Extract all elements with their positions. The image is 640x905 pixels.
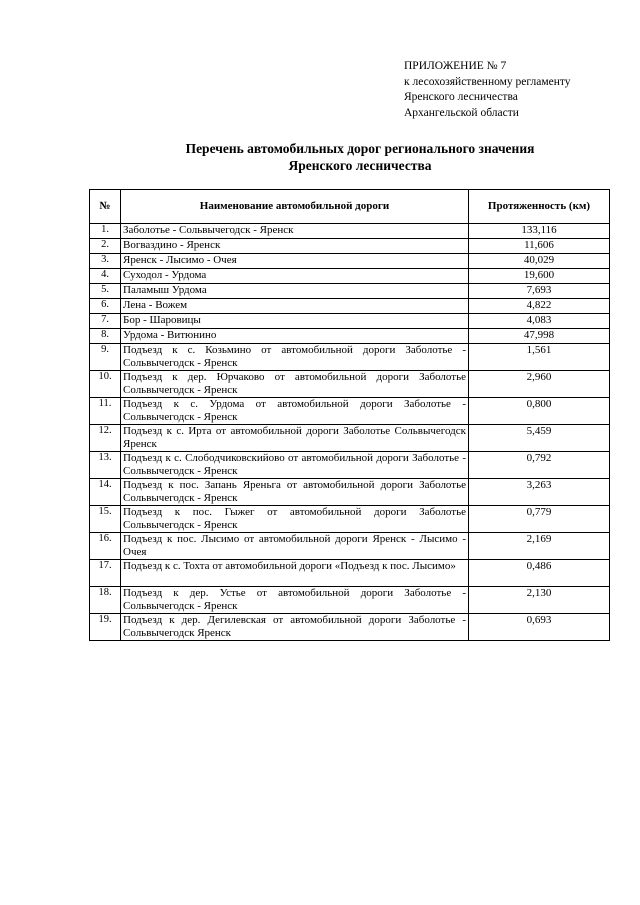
row-number: 4. [90, 269, 121, 284]
row-number: 18. [90, 587, 121, 614]
table-row [90, 269, 610, 284]
row-length: 47,998 [469, 329, 610, 344]
row-length: 7,693 [469, 284, 610, 299]
table-row [90, 398, 610, 425]
row-number: 14. [90, 479, 121, 506]
row-road-name: Подъезд к пос. Запань Яреньга от автомобильной дороги Заболотье Сольвычегодск - Яренск [121, 479, 469, 506]
table-row [90, 329, 610, 344]
appendix-header [404, 59, 634, 121]
row-length: 19,600 [469, 269, 610, 284]
row-number: 9. [90, 344, 121, 371]
table-row [90, 533, 610, 560]
title-line-2: Яренского лесничества [288, 158, 432, 173]
header-length: Протяженность (км) [469, 190, 610, 224]
row-road-name: Подъезд к пос. Гыжег от автомобильной дороги Заболотье Сольвычегодск - Яренск [121, 506, 469, 533]
table-row [90, 299, 610, 314]
row-road-name: Подъезд к дер. Устье от автомобильной дороги Заболотье - Сольвычегодск - Яренск [121, 587, 469, 614]
row-number: 6. [90, 299, 121, 314]
row-number: 5. [90, 284, 121, 299]
row-length: 0,486 [469, 560, 610, 587]
row-number: 12. [90, 425, 121, 452]
table-row [90, 506, 610, 533]
row-number: 7. [90, 314, 121, 329]
row-length: 0,792 [469, 452, 610, 479]
row-number: 13. [90, 452, 121, 479]
row-length: 2,130 [469, 587, 610, 614]
row-length: 2,960 [469, 371, 610, 398]
table-row [90, 284, 610, 299]
row-road-name: Урдома - Витюнино [121, 329, 469, 344]
row-road-name: Вогваздино - Яренск [121, 239, 469, 254]
table-row [90, 239, 610, 254]
row-number: 8. [90, 329, 121, 344]
table-row [90, 224, 610, 239]
table-row [90, 314, 610, 329]
row-road-name: Яренск - Лысимо - Очея [121, 254, 469, 269]
table-row [90, 614, 610, 641]
row-length: 4,822 [469, 299, 610, 314]
row-number: 11. [90, 398, 121, 425]
table-row [90, 560, 610, 587]
roads-table [89, 189, 610, 641]
table-row [90, 479, 610, 506]
row-number: 1. [90, 224, 121, 239]
table-body [90, 224, 610, 641]
row-length: 0,800 [469, 398, 610, 425]
row-number: 3. [90, 254, 121, 269]
row-road-name: Подъезд к дер. Юрчаково от автомобильной дороги Заболотье Сольвычегодск - Яренск [121, 371, 469, 398]
document-title [120, 140, 600, 174]
row-number: 16. [90, 533, 121, 560]
row-length: 4,083 [469, 314, 610, 329]
table-row [90, 452, 610, 479]
row-length: 3,263 [469, 479, 610, 506]
table-row [90, 344, 610, 371]
row-number: 17. [90, 560, 121, 587]
row-number: 19. [90, 614, 121, 641]
row-road-name: Подъезд к с. Урдома от автомобильной дороги Заболотье - Сольвычегодск - Яренск [121, 398, 469, 425]
row-road-name: Подъезд к пос. Лысимо от автомобильной дороги Яренск - Лысимо - Очея [121, 533, 469, 560]
row-length: 5,459 [469, 425, 610, 452]
row-length: 40,029 [469, 254, 610, 269]
appendix-forestry: Яренского лесничества [404, 91, 518, 103]
row-road-name: Подъезд к с. Слободчиковскийово от автомобильной дороги Заболотье - Сольвычегодск - Яренск [121, 452, 469, 479]
table-row [90, 371, 610, 398]
row-length: 0,693 [469, 614, 610, 641]
header-number: № [90, 190, 121, 224]
appendix-region: Архангельской области [404, 106, 519, 119]
appendix-number: ПРИЛОЖЕНИЕ № 7 [404, 60, 507, 72]
row-road-name: Бор - Шаровицы [121, 314, 469, 329]
table-row [90, 254, 610, 269]
row-length: 1,561 [469, 344, 610, 371]
row-road-name: Суходол - Урдома [121, 269, 469, 284]
row-road-name: Подъезд к дер. Дегилевская от автомобильной дороги Заболотье - Сольвычегодск Яренск [121, 614, 469, 641]
row-road-name: Подъезд к с. Тохта от автомобильной дороги «Подъезд к пос. Лысимо» [121, 560, 469, 587]
row-road-name: Подъезд к с. Ирта от автомобильной дороги Заболотье Сольвычегодск Яренск [121, 425, 469, 452]
row-number: 15. [90, 506, 121, 533]
row-road-name: Лена - Вожем [121, 299, 469, 314]
row-road-name: Паламыш Урдома [121, 284, 469, 299]
appendix-reference: к лесохозяйственному регламенту [404, 75, 571, 88]
row-road-name: Подъезд к с. Козьмино от автомобильной дороги Заболотье - Сольвычегодск - Яренск [121, 344, 469, 371]
table-header-row [90, 190, 610, 224]
row-length: 2,169 [469, 533, 610, 560]
header-road-name: Наименование автомобильной дороги [121, 190, 469, 224]
row-length: 133,116 [469, 224, 610, 239]
row-number: 10. [90, 371, 121, 398]
row-number: 2. [90, 239, 121, 254]
row-length: 11,606 [469, 239, 610, 254]
row-length: 0,779 [469, 506, 610, 533]
title-line-1: Перечень автомобильных дорог регионального значения [185, 141, 535, 156]
table-row [90, 587, 610, 614]
table-row [90, 425, 610, 452]
row-road-name: Заболотье - Сольвычегодск - Яренск [121, 224, 469, 239]
